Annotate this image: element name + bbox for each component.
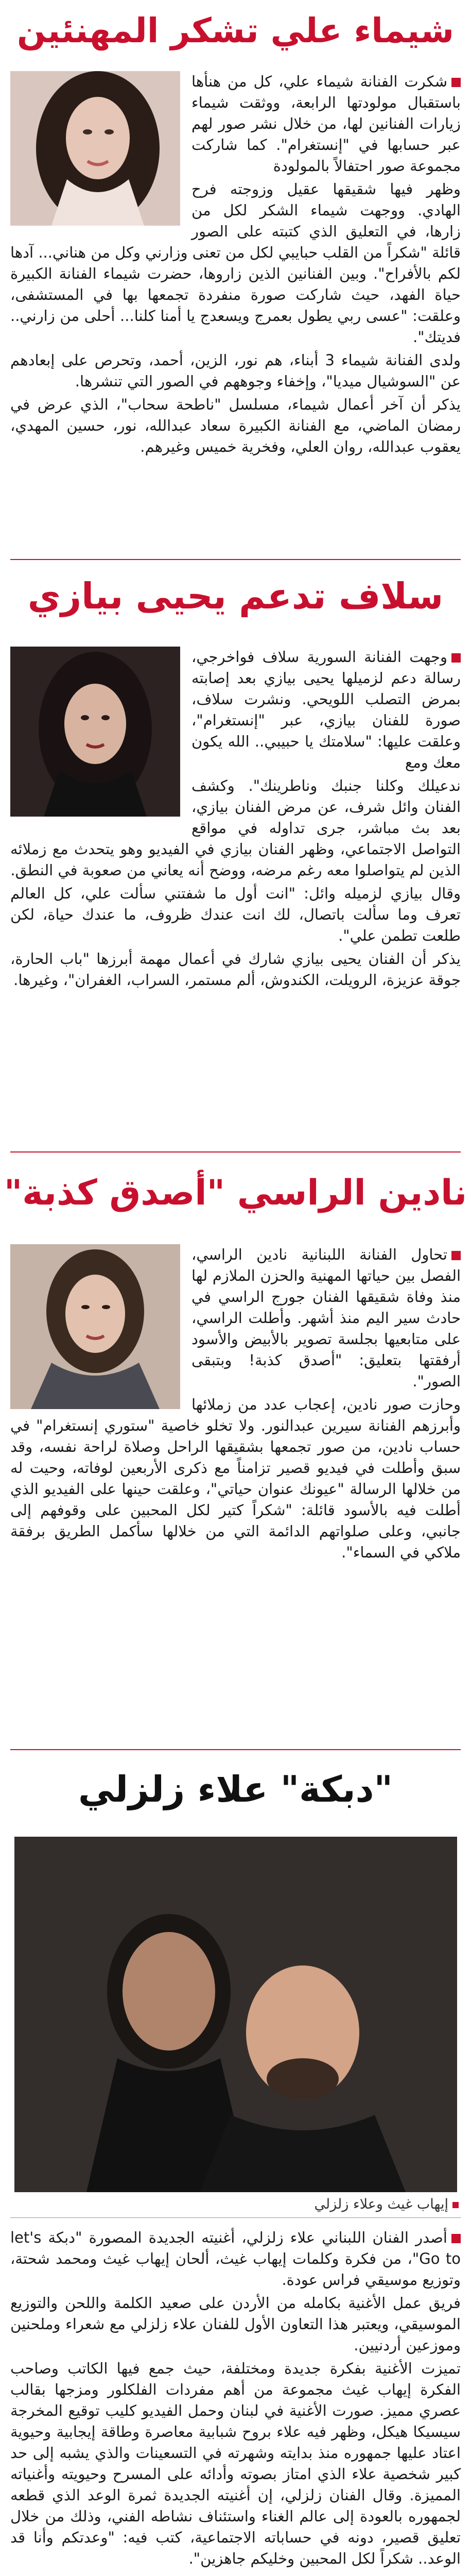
red-square-bullet (451, 2234, 461, 2243)
article-paragraph: وقال بيازي لزميله وائل: "انت أول ما شفتني سألت علي، كل العالم تعرف وما سألت باتصال، لك انت عندك ظروف، ما عندك حياة، لكن طلعت تطمن علي". (10, 885, 461, 944)
article-sulaf (0, 559, 471, 1146)
red-square-bullet (451, 78, 461, 87)
red-square-bullet (452, 2202, 459, 2208)
article-shaymaa (0, 0, 471, 554)
article-photo (14, 1837, 457, 2192)
article-paragraph: وظهر فيها شقيقها عقيل وزوجته فرح الهادي. ووجهت شيماء الشكر لكل من زارها، في التعليق الذي كتبته على الصور قائلة "شكراً من القلب حبايبي لكل من تعنى وزارني وكل من هناني... آدها لكم بالأفراح". وبين الفنانين الذين زاروها، حضرت شيماء الفنانة الكبيرة حياة الفهد، حيث شاركت صورة منفردة تجمعها بها في المستشفى، وعلقت: "عسى ربي يطول بعمرج ويسعدج يا أمنا كلنا... أحلى من زارني.. فديتك". (10, 180, 461, 346)
article-alaa (0, 1749, 471, 2576)
article-lead: تحاول الفنانة اللبنانية نادين الراسي، الفصل بين حياتها المهنية والحزن الملازم لها منذ وفاة شقيقها الفنان جورج الراسي في حادث سير اليم منذ أشهر. وأطلت الراسي، على متابعيها بجلسة تصوير بالأبيض والأسود أرفقتها بتعليق: "أصدق كذبة! وبتبقى الصور". (191, 1246, 461, 1390)
article-photo (10, 1244, 180, 1409)
article-lead: شكرت الفنانة شيماء علي، كل من هنأها باستقبال مولودتها الرابعة، ووثقت شيماء زيارات الفنانين لها، من خلال نشر صور لهم عبر حسابها في "إنستغرام". كما شاركت مجموعة صور احتفالاً بالمولودة (191, 73, 461, 175)
two-men-photo (14, 1837, 457, 2192)
article-photo (10, 71, 180, 226)
article-photo (10, 647, 180, 817)
article-body (10, 2227, 461, 2569)
red-square-bullet (451, 1251, 461, 1260)
article-headline: سلاف تدعم يحيى بيازي (27, 575, 444, 617)
article-paragraph: ندعيلك وكلنا جنبك وناطرينك". وكشف الفنان وائل شرف، عن مرض الفنان بيازي، بعد بث مباشر، جرى تداوله في مواقع التواصل الاجتماعي، وظهر الفنان بيازي في الفيديو وهو يتحدث مع زملائه الذين لم يتواصلوا معه رغم مرضه، ووضح أنه يعاني من صعوبة في النطق. (10, 777, 461, 879)
article-headline: شيماء علي تشكر المهنئين (16, 11, 455, 50)
photo-caption: إيهاب غيث وعلاء زلزلي (10, 2192, 461, 2212)
article-headline: "دبكة" علاء زلزلي (78, 1768, 393, 1810)
article-headline: نادين الراسي "أصدق كذبة" (4, 1173, 467, 1213)
article-paragraph: فريق عمل الأغنية بكامله من الأردن على صعيد الكلمة واللحن والتوزيع الموسيقي، ويعتبر هذا التعاون الأول للفنان علاء زلزلي مع شعراء وملحنين وموزعين أردنيين. (10, 2294, 461, 2354)
article-paragraph: وحازت صور نادين، إعجاب عدد من زملائها وأبرزهم الفنانة سيرين عبدالنور. ولا تخلو خاصية "ستوري إنستغرام" في حساب نادين، من صور تجمعها بشقيقها الراحل وصلاة لراحة نفسه، وقد سبق وأطلت في فيديو قصير تزامناً مع ذكرى الأربعين لوفاته، وحيت له من خلالها الرسالة "عيونك عنوان حياتي"، وعلقت حينها على الفيديو الذي أطلت فيه بالأسود قائلة: "شكراً كتير لكل المحبين على وقوفهم إلى جانبي، وعلى صلواتهم الدائمة التي من خلالها سأكمل الطريق برفقة ملاكي في السماء". (10, 1396, 461, 1561)
article-lead: أصدر الفنان اللبناني علاء زلزلي، أغنيته الجديدة المصورة "دبكة let's Go to"، من فكرة وكلمات إيهاب غيث، ألحان إيهاب غيث ومحمد شحتة، وتوزيع موسيقي فراس عودة. (10, 2229, 461, 2289)
article-nadine (0, 1151, 471, 1744)
article-paragraph: ولدى الفنانة شيماء 3 أبناء، هم نور، الزين، أحمد، وتحرص على إبعادهم عن "السوشيال ميديا"، وإخفاء وجوههم في الصور التي تنشرها. (10, 351, 461, 390)
woman-portrait-photo (10, 71, 180, 226)
article-lead: وجهت الفنانة السورية سلاف فواخرجي، رسالة دعم لزميلها يحيى بيازي بعد إصابته بمرض التصلب اللويحي. ونشرت سلاف، صورة للفنان بيازي، عبر "إنستغرام"، وعلقت عليها: "سلامتك يا حبيبي.. الله يكون معك ومع (191, 648, 461, 771)
woman-portrait-photo (10, 647, 180, 817)
red-square-bullet (451, 653, 461, 663)
article-paragraph: يذكر أن الفنان يحيى بيازي شارك في أعمال مهمة أبرزها "باب الحارة، جوقة عزيزة، الرويلت، الكندوش، ألم مستمر، السراب، الغفران"، وغيرها. (10, 950, 461, 989)
caption-divider (10, 2217, 461, 2218)
article-paragraph: يذكر أن آخر أعمال شيماء، مسلسل "ناطحة سحاب"، الذي عرض في رمضان الماضي، مع الفنانة الكبيرة سعاد عبدالله، نور، حسين المهدي، يعقوب عبدالله، روان العلي، وفخرية خميس وغيرهم. (10, 396, 461, 455)
article-paragraph: تميزت الأغنية بفكرة جديدة ومختلفة، حيث جمع فيها الكاتب وصاحب الفكرة إيهاب غيث مجموعة من أهم مفردات الفلكلور ومزجها بقالب عصري مميز. صورت الأغنية في لبنان وحمل الفيديو كليب توقيع المخرجة سيسيكا هيكل، وظهر فيه علاء بروح شبابية معاصرة وطاقة إيجابية وحيوية اعتاد عليها جمهوره منذ بدايته وشهرته في التسعينات والذي يشبه إلى حد كبير شخصية علاء الذي امتاز بصوته وأدائه على المسرح وحيويته وأغنياته المميزة. وقال الفنان زلزلي، إن أغنيته الجديدة ثمرة الوعد الذي قطعه لجمهوره بالعودة إلى عالم الغناء واستئناف نشاطه الفني، وذلك من خلال تعليق قصير، دونه في حساباته الاجتماعية، كتب فيه: "وعدتكم وأنا قد الوعد.. شكراً لكل المحبين وخليكم جاهزين". (10, 2360, 461, 2567)
woman-portrait-photo (10, 1244, 180, 1409)
